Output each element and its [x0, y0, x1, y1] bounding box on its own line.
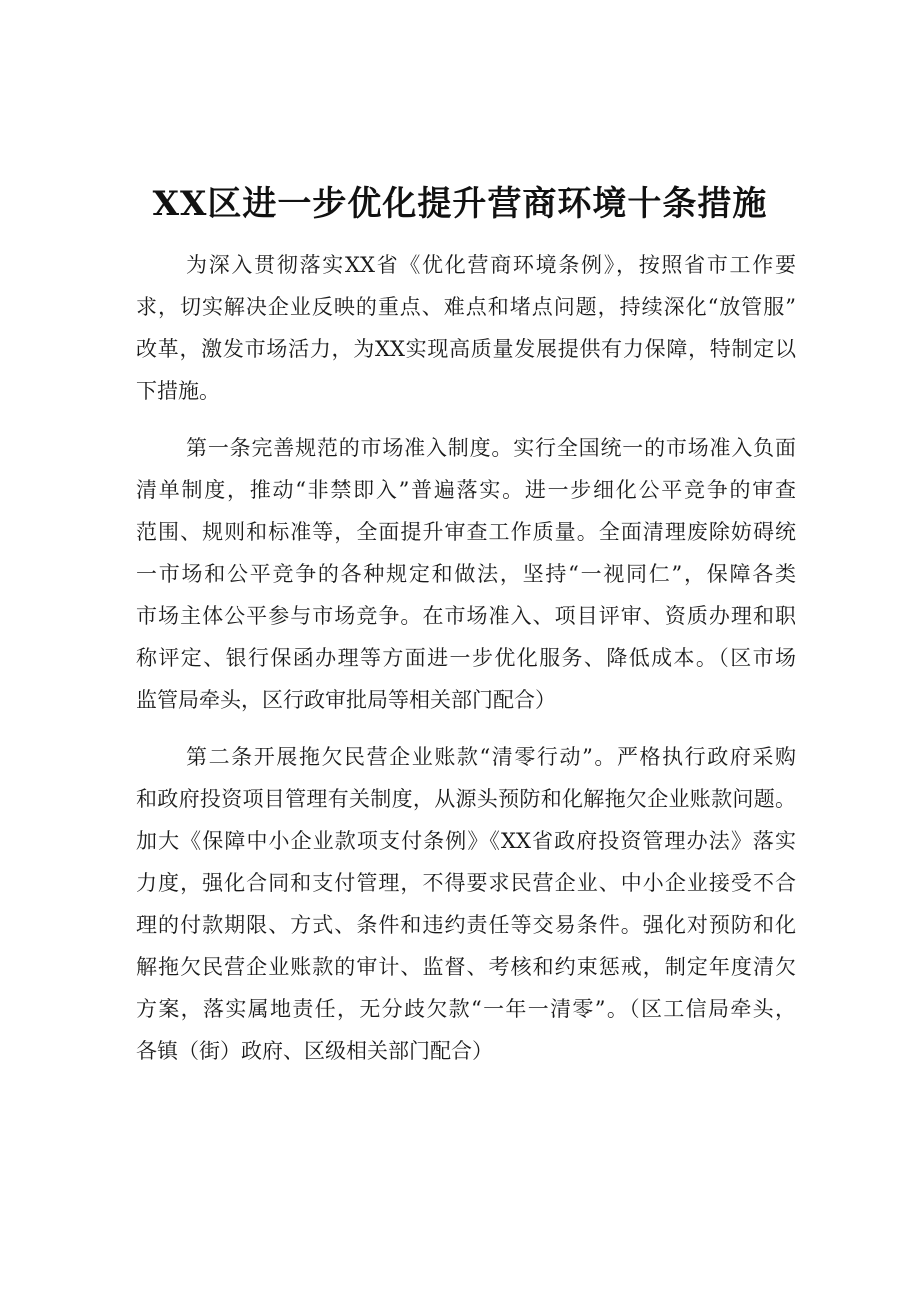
text-line: 市场主体公平参与市场竞争。在市场准入、项目评审、资质办理和职 — [136, 604, 796, 628]
text-line: 改革，激发市场活力，为XX实现高质量发展提供有力保障，特制定以 — [136, 337, 796, 361]
text-line: 力度，强化合同和支付管理，不得要求民营企业、中小企业接受不合 — [136, 871, 796, 895]
text-line: 第二条开展拖欠民营企业账款“清零行动”。严格执行政府采购 — [186, 745, 796, 769]
text-line: 加大《保障中小企业款项支付条例》《XX省政府投资管理办法》落实 — [136, 829, 796, 853]
text-line: 监管局牵头，区行政审批局等相关部门配合） — [136, 688, 556, 712]
text-line: 方案，落实属地责任，无分歧欠款“一年一清零”。（区工信局牵头， — [136, 997, 796, 1021]
text-line: 各镇（街）政府、区级相关部门配合） — [136, 1039, 493, 1063]
document-title: XX区进一步优化提升营商环境十条措施 — [152, 184, 768, 224]
text-line: 一市场和公平竞争的各种规定和做法，坚持“一视同仁”，保障各类 — [136, 562, 796, 586]
text-line: 理的付款期限、方式、条件和违约责任等交易条件。强化对预防和化 — [136, 913, 796, 937]
text-line: 称评定、银行保函办理等方面进一步优化服务、降低成本。（区市场 — [136, 646, 796, 670]
text-line: 求，切实解决企业反映的重点、难点和堵点问题，持续深化“放管服” — [136, 295, 796, 319]
text-line: 范围、规则和标准等，全面提升审查工作质量。全面清理废除妨碍统 — [136, 520, 796, 544]
text-line: 下措施。 — [136, 379, 220, 403]
text-line: 解拖欠民营企业账款的审计、监督、考核和约束惩戒，制定年度清欠 — [136, 955, 796, 979]
text-line: 和政府投资项目管理有关制度，从源头预防和化解拖欠企业账款问题。 — [136, 787, 796, 811]
text-line: 清单制度，推动“非禁即入”普遍落实。进一步细化公平竞争的审查 — [136, 478, 796, 502]
text-line: 为深入贯彻落实XX省《优化营商环境条例》，按照省市工作要 — [186, 253, 796, 277]
text-line: 第一条完善规范的市场准入制度。实行全国统一的市场准入负面 — [186, 436, 796, 460]
